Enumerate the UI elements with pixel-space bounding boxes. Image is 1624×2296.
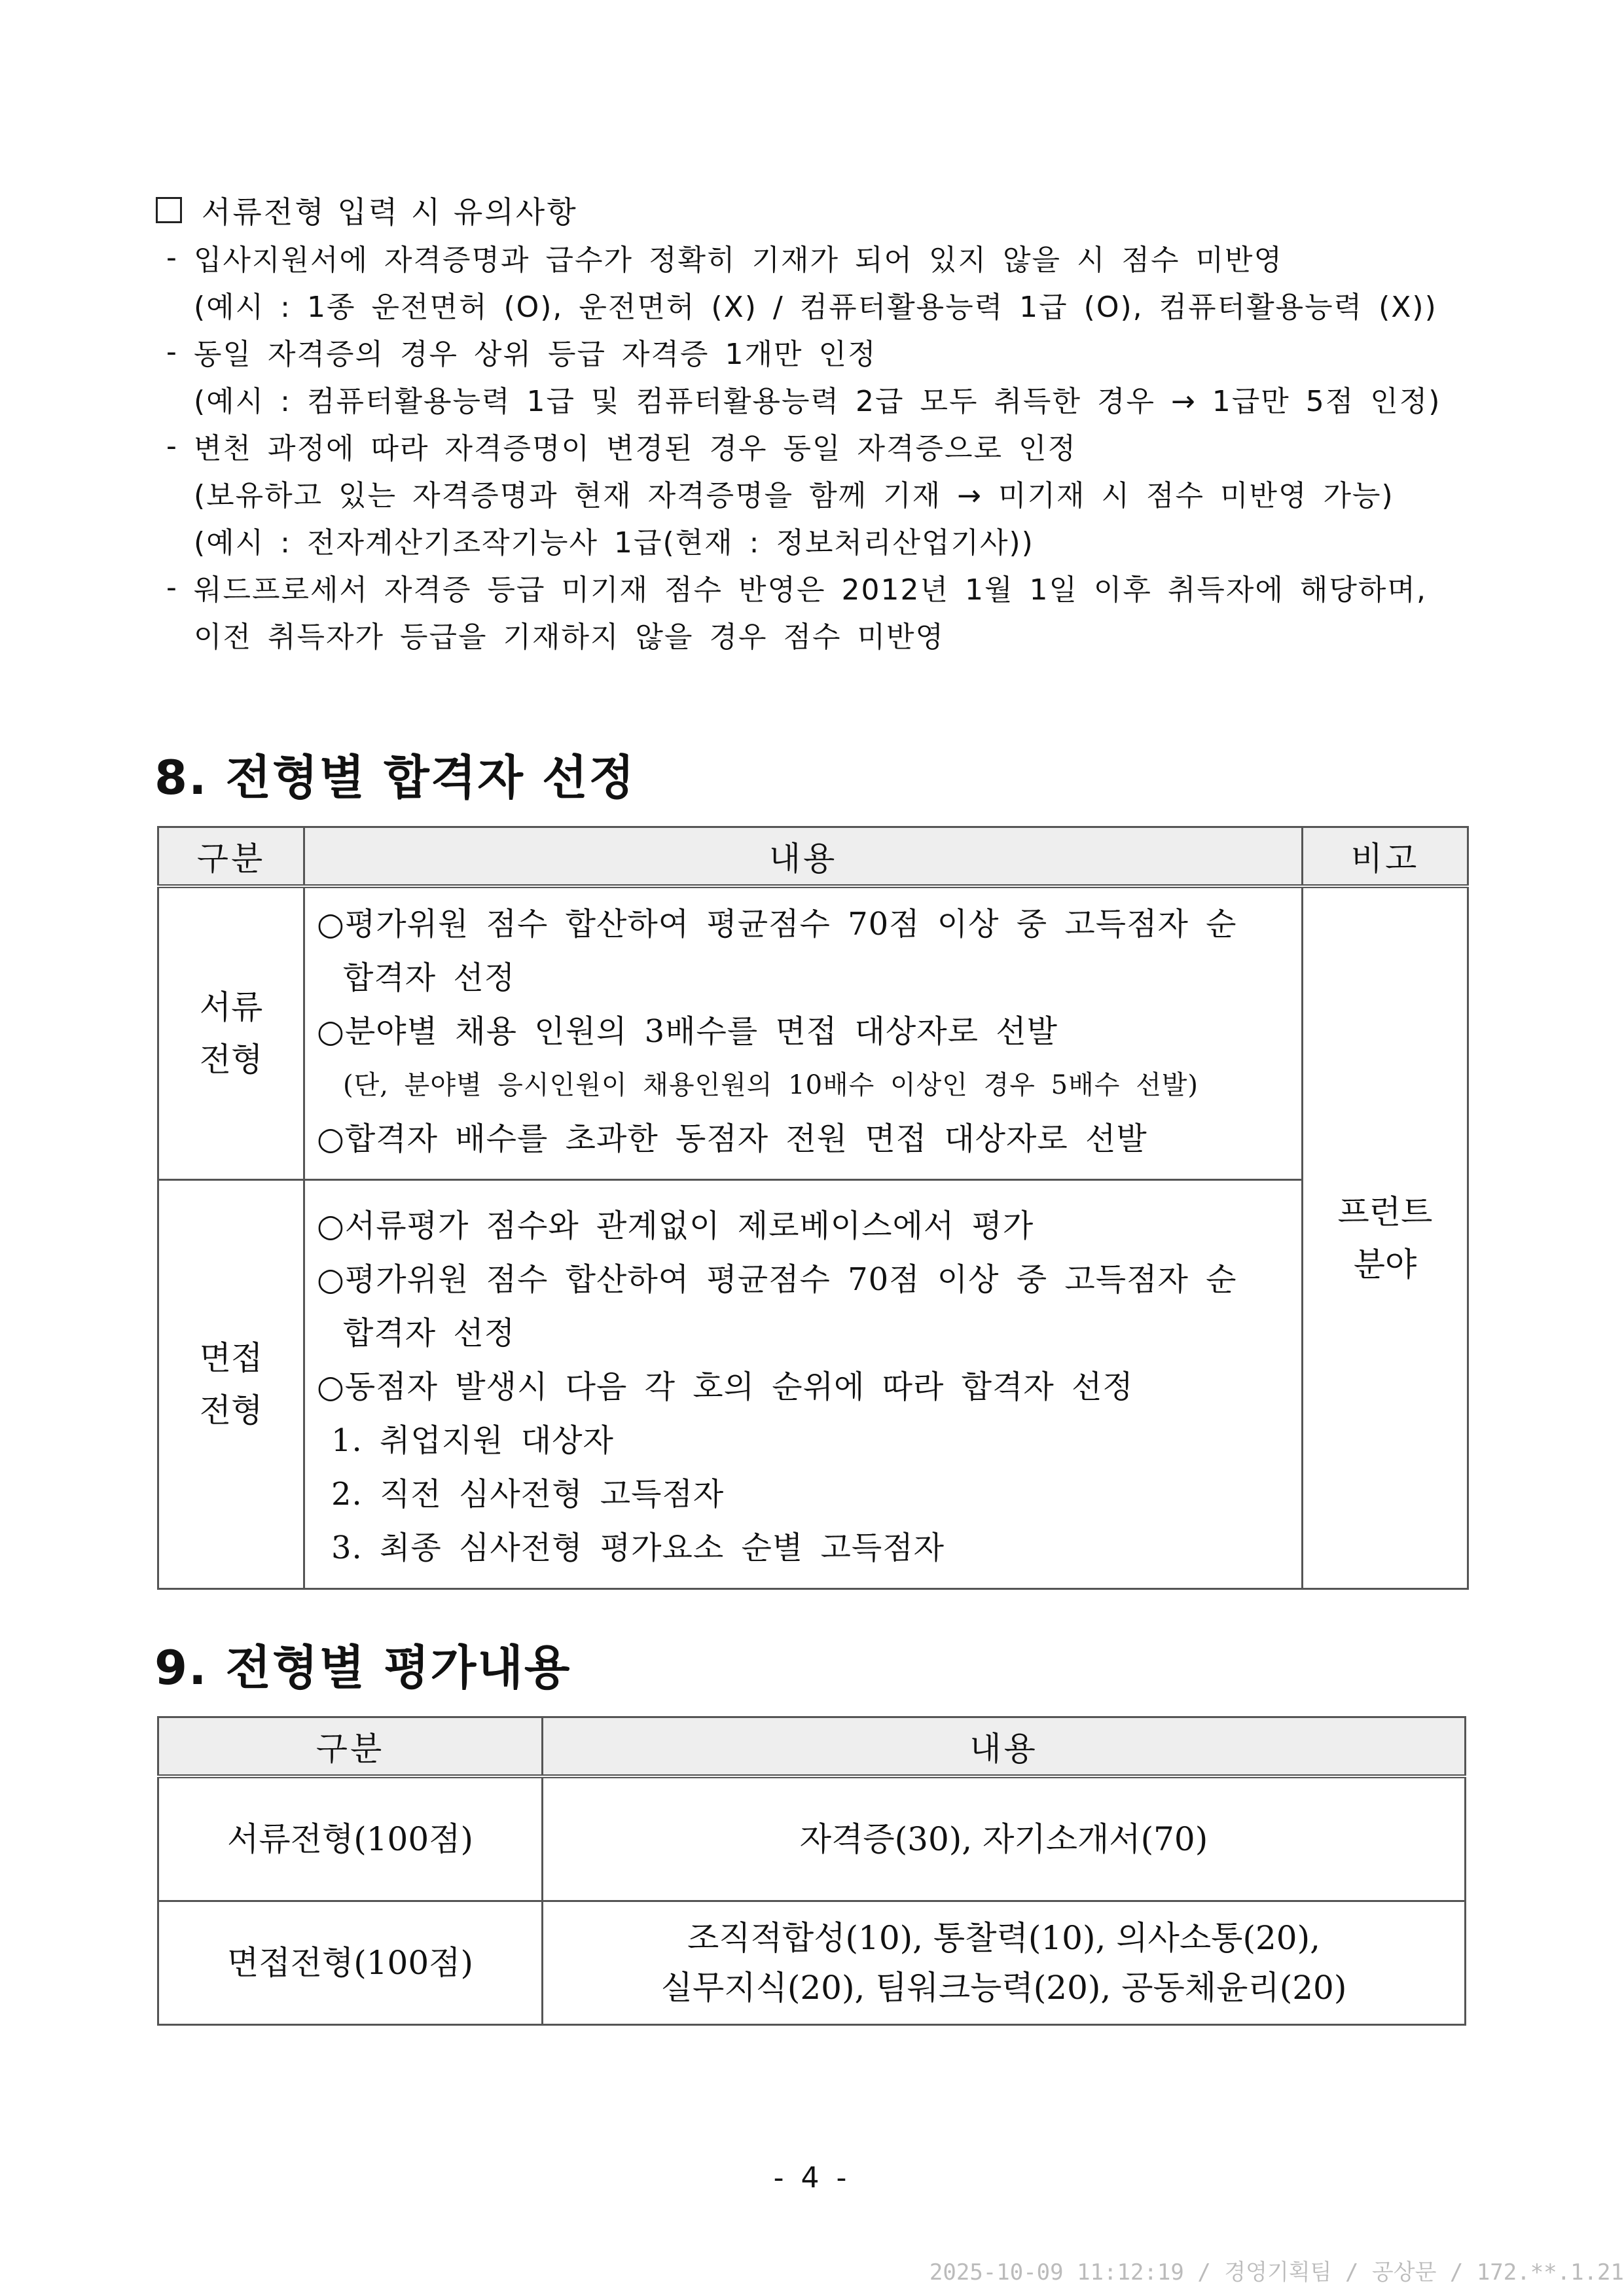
content-line: 실무지식(20), 팀워크능력(20), 공동체윤리(20) — [660, 1969, 1347, 2007]
evaluation-table — [157, 1716, 1466, 2026]
content-line: 자격증(30), 자기소개서(70) — [799, 1820, 1208, 1858]
content-item: ○평가위원 점수 합산하여 평균점수 70점 이상 중 고득점자 순 — [317, 1261, 1237, 1298]
checkbox-square-icon — [156, 197, 182, 223]
dash-icon: - — [166, 240, 178, 274]
content-item: ○분야별 채용 인원의 3배수를 면접 대상자로 선발 — [317, 1013, 1058, 1050]
content-cell — [543, 1776, 1466, 1901]
remark-cell — [1303, 886, 1468, 1589]
table-row — [158, 1901, 1466, 2025]
note-line — [156, 375, 1465, 422]
content-item: 합격자 선정 — [343, 1315, 516, 1352]
note-line — [156, 611, 1465, 658]
note-line — [156, 281, 1465, 328]
stage-content — [304, 886, 1303, 1180]
note-line — [156, 516, 1465, 564]
note-text: 동일 자격증의 경우 상위 등급 자격증 1개만 인정 — [194, 338, 877, 371]
note-text: (보유하고 있는 자격증명과 현재 자격증명을 함께 기재 → 미기재 시 점수 미반영 가능) — [194, 479, 1394, 512]
content-item: 1. 취업지원 대상자 — [331, 1422, 614, 1459]
content-item: ○동점자 발생시 다음 각 호의 순위에 따라 합격자 선정 — [317, 1369, 1134, 1405]
notes-heading — [156, 187, 1465, 234]
content-item: ○합격자 배수를 초과한 동점자 전원 면접 대상자로 선발 — [317, 1121, 1147, 1157]
note-line — [156, 564, 1465, 611]
content-item: 3. 최종 심사전형 평가요소 순별 고득점자 — [331, 1530, 945, 1566]
header-category: 구분 — [158, 827, 304, 887]
stage-content — [304, 1180, 1303, 1589]
note-text: (예시 : 1종 운전면허 (O), 운전면허 (X) / 컴퓨터활용능력 1급 (O), 컴퓨터활용능력 (X)) — [194, 291, 1437, 324]
note-text: 변천 과정에 따라 자격증명이 변경된 경우 동일 자격증으로 인정 — [194, 432, 1077, 465]
section-8-title: 8. 전형별 합격자 선정 — [154, 750, 636, 805]
stage-cell: 면접전형(100점) — [158, 1901, 543, 2025]
note-line — [156, 234, 1465, 281]
note-line — [156, 422, 1465, 469]
notes-heading-text: 서류전형 입력 시 유의사항 — [202, 194, 578, 230]
content-item: 2. 직전 심사전형 고득점자 — [331, 1476, 725, 1513]
note-text: (예시 : 전자계산기조작기능사 1급(현재 : 정보처리산업기사)) — [194, 526, 1034, 560]
stage-label-line: 면접 — [199, 1339, 263, 1377]
table-row — [158, 1776, 1466, 1901]
table-row — [158, 886, 1468, 1180]
dash-icon: - — [166, 429, 178, 463]
content-cell — [543, 1901, 1466, 2025]
remark-line: 프런트 — [1337, 1193, 1433, 1231]
stage-label-line: 전형 — [199, 1041, 263, 1079]
note-text: 이전 취득자가 등급을 기재하지 않을 경우 점수 미반영 — [194, 620, 945, 654]
content-item: 합격자 선정 — [343, 960, 516, 996]
header-content: 내용 — [304, 827, 1303, 887]
note-text: 입사지원서에 자격증명과 급수가 정확히 기재가 되어 있지 않을 시 점수 미반영 — [194, 243, 1283, 277]
notes-section — [156, 187, 1465, 658]
stage-label — [158, 1180, 304, 1589]
stage-label-line: 서류 — [199, 988, 263, 1026]
footer-meta: 2025-10-09 11:12:19 / 경영기획팀 / 공상문 / 172.**.1.21 — [929, 2259, 1624, 2286]
content-item: ○서류평가 점수와 관계없이 제로베이스에서 평가 — [317, 1208, 1034, 1244]
section-9-title: 9. 전형별 평가내용 — [154, 1640, 571, 1695]
remark-line: 분야 — [1353, 1245, 1417, 1283]
note-line — [156, 328, 1465, 375]
note-text: 워드프로세서 자격증 등급 미기재 점수 반영은 2012년 1월 1일 이후 취득자에 해당하며, — [194, 573, 1427, 607]
page-number: - 4 - — [773, 2161, 851, 2195]
header-remark: 비고 — [1303, 827, 1468, 887]
stage-label — [158, 886, 304, 1180]
content-item: ○평가위원 점수 합산하여 평균점수 70점 이상 중 고득점자 순 — [317, 906, 1237, 942]
content-item: (단, 분야별 응시인원이 채용인원의 10배수 이상인 경우 5배수 선발) — [343, 1070, 1199, 1100]
note-text: (예시 : 컴퓨터활용능력 1급 및 컴퓨터활용능력 2급 모두 취득한 경우 → 1급만 5점 인정) — [194, 385, 1441, 418]
header-category: 구분 — [158, 1717, 543, 1777]
table-row — [158, 1180, 1468, 1589]
stage-label-line: 전형 — [199, 1391, 263, 1429]
selection-table — [157, 826, 1469, 1590]
note-line — [156, 469, 1465, 516]
dash-icon: - — [166, 570, 178, 604]
dash-icon: - — [166, 334, 178, 368]
header-content: 내용 — [543, 1717, 1466, 1777]
stage-cell: 서류전형(100점) — [158, 1776, 543, 1901]
content-line: 조직적합성(10), 통찰력(10), 의사소통(20), — [687, 1919, 1320, 1957]
